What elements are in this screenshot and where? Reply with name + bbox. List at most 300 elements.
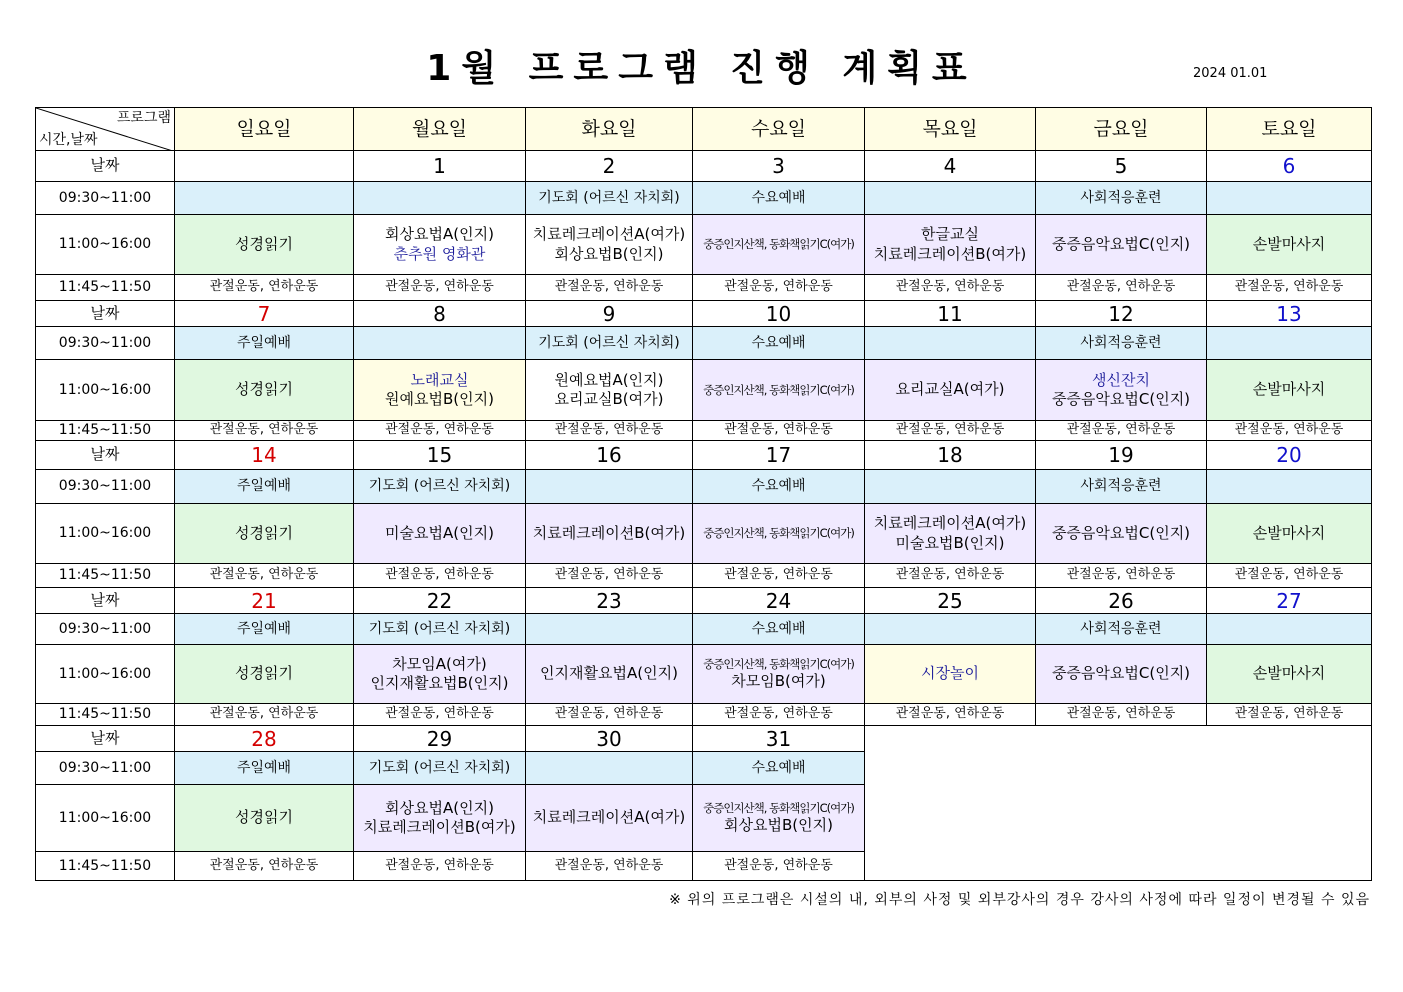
exercise-program: 관절운동, 연하운동 [1234, 567, 1344, 583]
date-cell [525, 725, 693, 752]
date-cell [864, 150, 1036, 182]
exercise-cell [525, 851, 693, 881]
morning-program-cell [692, 181, 865, 215]
date-cell [174, 587, 354, 614]
schedule-table [35, 107, 1371, 880]
exercise-cell [864, 274, 1036, 301]
afternoon-program: 회상요법B(인지) [554, 244, 664, 263]
afternoon-program: 중증음악요법C(인지) [1051, 234, 1191, 253]
afternoon-program-cell [353, 503, 526, 564]
exercise-cell [864, 563, 1036, 588]
morning-program-cell [525, 751, 693, 785]
afternoon-program: 중증음악요법C(인지) [1051, 523, 1191, 542]
afternoon-slot-label-text: 11:00~16:00 [58, 236, 152, 253]
morning-program-cell [1206, 181, 1372, 215]
afternoon-program: 중증인지산책, 동화책읽기C(여가) [703, 800, 854, 815]
morning-slot-label [35, 613, 175, 645]
date-cell [1206, 150, 1372, 182]
morning-program-cell [1035, 181, 1207, 215]
date-cell [1035, 587, 1207, 614]
morning-program: 수요예배 [751, 620, 806, 637]
exercise-program: 관절운동, 연하운동 [554, 706, 664, 722]
afternoon-program-cell [174, 784, 354, 852]
date-cell [353, 725, 526, 752]
afternoon-slot-label [35, 644, 175, 704]
morning-program: 기도회 (어르신 자치회) [368, 620, 511, 637]
exercise-cell [864, 703, 1036, 726]
date-row-label [35, 587, 175, 614]
afternoon-program: 차모임B(여가) [731, 671, 826, 690]
afternoon-program: 치료레크레이션B(여가) [532, 523, 686, 542]
exercise-slot-label-text: 11:45~11:50 [58, 422, 152, 439]
date-cell [174, 300, 354, 327]
afternoon-program-cell [1206, 359, 1372, 421]
day-header-label: 목요일 [922, 117, 978, 140]
afternoon-program: 치료레크레이션B(여가) [873, 244, 1027, 263]
morning-program-cell [692, 469, 865, 504]
date-number: 30 [596, 726, 622, 751]
exercise-cell [174, 420, 354, 441]
date-cell [692, 300, 865, 327]
afternoon-program-cell [864, 503, 1036, 564]
morning-program: 주일예배 [236, 759, 292, 776]
date-cell [1206, 440, 1372, 470]
afternoon-program: 중증인지산책, 동화책읽기C(여가) [703, 656, 854, 671]
exercise-cell [1206, 563, 1372, 588]
date-number: 13 [1276, 301, 1302, 326]
date-number: 4 [943, 154, 957, 178]
date-cell [864, 300, 1036, 327]
morning-program-cell [525, 469, 693, 504]
exercise-program: 관절운동, 연하운동 [385, 857, 494, 873]
date-cell [692, 725, 865, 752]
morning-program: 기도회 (어르신 자치회) [368, 759, 511, 776]
date-cell [353, 300, 526, 327]
morning-program: 사회적응훈련 [1080, 189, 1162, 206]
exercise-program: 관절운동, 연하운동 [209, 422, 319, 438]
exercise-program: 관절운동, 연하운동 [1066, 706, 1176, 722]
morning-program-cell [174, 613, 354, 645]
day-header [1035, 107, 1207, 151]
afternoon-program: 성경읽기 [235, 380, 293, 399]
date-row-label [35, 725, 175, 752]
afternoon-program-cell [692, 784, 865, 852]
exercise-cell [525, 420, 693, 441]
date-cell [353, 587, 526, 614]
day-header [864, 107, 1036, 151]
afternoon-program-cell [174, 644, 354, 704]
date-cell [525, 440, 693, 470]
afternoon-program: 요리교실A(여가) [895, 380, 1005, 399]
afternoon-slot-label [35, 784, 175, 852]
exercise-slot-label [35, 563, 175, 588]
exercise-cell [174, 703, 354, 726]
exercise-program: 관절운동, 연하운동 [209, 279, 319, 295]
date-cell [1206, 300, 1372, 327]
date-cell [353, 150, 526, 182]
date-row-label [35, 150, 175, 182]
exercise-program: 관절운동, 연하운동 [554, 279, 664, 295]
footnote: ※ 위의 프로그램은 시설의 내, 외부의 사정 및 외부강사의 경우 강사의 사정에 따라 일정이 변경될 수 있음 [669, 892, 1370, 908]
afternoon-program-cell [1035, 503, 1207, 564]
date-cell [525, 300, 693, 327]
exercise-program: 관절운동, 연하운동 [895, 567, 1005, 583]
date-cell [1035, 300, 1207, 327]
exercise-cell [1206, 274, 1372, 301]
morning-program: 주일예배 [236, 478, 292, 495]
morning-program-cell [174, 326, 354, 360]
exercise-cell [1035, 274, 1207, 301]
exercise-slot-label [35, 420, 175, 441]
afternoon-program-cell [1035, 644, 1207, 704]
morning-program: 주일예배 [236, 334, 292, 351]
afternoon-program: 생신잔치 [1092, 370, 1150, 389]
morning-slot-label [35, 469, 175, 504]
date-number: 16 [596, 443, 622, 467]
morning-program-cell [174, 181, 354, 215]
morning-program: 주일예배 [236, 620, 292, 637]
date-number: 29 [426, 726, 453, 751]
afternoon-program-cell [353, 784, 526, 852]
morning-program-cell [353, 181, 526, 215]
corner-time-label: 시간,날짜 [39, 131, 98, 148]
exercise-cell [864, 420, 1036, 441]
exercise-cell [1035, 420, 1207, 441]
morning-program-cell [1035, 326, 1207, 360]
date-number: 18 [937, 443, 963, 467]
day-header-label: 토요일 [1261, 117, 1317, 140]
date-cell [864, 440, 1036, 470]
exercise-program: 관절운동, 연하운동 [554, 422, 664, 438]
issue-date: 2024 01.01 [1193, 66, 1268, 81]
date-number: 24 [765, 588, 792, 613]
morning-program: 수요예배 [751, 334, 806, 351]
page-title: 1월 프로그램 진행 계획표 [426, 48, 977, 89]
exercise-cell [692, 274, 865, 301]
afternoon-program: 손발마사지 [1252, 664, 1326, 683]
date-number: 15 [426, 443, 453, 467]
date-number: 11 [937, 301, 963, 326]
exercise-cell [692, 703, 865, 726]
date-number: 7 [257, 301, 271, 326]
exercise-program: 관절운동, 연하운동 [385, 706, 494, 722]
exercise-program: 관절운동, 연하운동 [895, 422, 1005, 438]
afternoon-program: 중증인지산책, 동화책읽기C(여가) [703, 526, 854, 541]
date-cell [1206, 587, 1372, 614]
exercise-slot-label-text: 11:45~11:50 [58, 857, 152, 874]
morning-program: 기도회 (어르신 자치회) [538, 189, 680, 206]
exercise-program: 관절운동, 연하운동 [724, 567, 833, 583]
afternoon-program-cell [864, 214, 1036, 275]
afternoon-program-cell [692, 503, 865, 564]
morning-program-cell [353, 613, 526, 645]
morning-slot-label [35, 751, 175, 785]
exercise-cell [525, 703, 693, 726]
date-number: 17 [765, 443, 792, 467]
exercise-cell [174, 851, 354, 881]
morning-program-cell [174, 751, 354, 785]
exercise-program: 관절운동, 연하운동 [1234, 422, 1344, 438]
afternoon-program: 성경읽기 [235, 234, 293, 253]
afternoon-program-cell [525, 784, 693, 852]
afternoon-program: 원예요법B(인지) [385, 390, 494, 408]
afternoon-slot-label-text: 11:00~16:00 [58, 665, 152, 682]
day-header [353, 107, 526, 151]
afternoon-program: 요리교실B(여가) [554, 390, 664, 408]
afternoon-program-cell [864, 644, 1036, 704]
exercise-cell [692, 420, 865, 441]
afternoon-program: 성경읽기 [235, 808, 293, 827]
morning-program-cell [1206, 469, 1372, 504]
exercise-program: 관절운동, 연하운동 [385, 279, 494, 295]
afternoon-program-cell [864, 359, 1036, 421]
date-row-label [35, 300, 175, 327]
exercise-program: 관절운동, 연하운동 [209, 706, 319, 722]
date-number: 27 [1276, 588, 1302, 613]
morning-program: 기도회 (어르신 자치회) [538, 334, 680, 351]
date-cell [525, 150, 693, 182]
morning-program-cell [525, 326, 693, 360]
exercise-cell [1035, 703, 1207, 726]
date-number: 20 [1276, 443, 1302, 467]
afternoon-program: 한글교실 [921, 225, 979, 243]
morning-slot-label-text: 09:30~11:00 [58, 478, 152, 495]
day-header-label: 화요일 [581, 117, 637, 140]
exercise-cell [692, 851, 865, 881]
afternoon-program-cell [1206, 644, 1372, 704]
exercise-program: 관절운동, 연하운동 [385, 567, 494, 583]
date-row-label-text: 날짜 [90, 445, 120, 464]
morning-program-cell [864, 469, 1036, 504]
exercise-program: 관절운동, 연하운동 [724, 857, 833, 873]
date-number: 2 [602, 154, 616, 178]
exercise-program: 관절운동, 연하운동 [209, 567, 319, 583]
afternoon-program: 미술요법B(인지) [895, 533, 1005, 552]
date-row-label-text: 날짜 [90, 303, 120, 322]
afternoon-slot-label-text: 11:00~16:00 [58, 381, 152, 398]
day-header [174, 107, 354, 151]
afternoon-program: 치료레크레이션A(여가) [873, 514, 1027, 532]
date-number: 9 [602, 301, 616, 326]
morning-slot-label-text: 09:30~11:00 [58, 620, 152, 637]
morning-program-cell [864, 181, 1036, 215]
date-cell [353, 440, 526, 470]
morning-program: 수요예배 [751, 189, 806, 206]
afternoon-slot-label [35, 359, 175, 421]
afternoon-program: 중증음악요법C(인지) [1051, 664, 1191, 683]
afternoon-program: 중증인지산책, 동화책읽기C(여가) [703, 237, 854, 252]
date-cell [174, 150, 354, 182]
exercise-program: 관절운동, 연하운동 [209, 857, 319, 873]
exercise-slot-label-text: 11:45~11:50 [58, 706, 152, 723]
date-cell [692, 440, 865, 470]
afternoon-program-cell [525, 359, 693, 421]
date-number: 22 [426, 588, 453, 613]
afternoon-program-cell [174, 214, 354, 275]
day-header-label: 수요일 [750, 117, 807, 140]
exercise-cell [174, 563, 354, 588]
exercise-cell [1206, 420, 1372, 441]
afternoon-program: 치료레크레이션B(여가) [363, 818, 516, 836]
exercise-cell [1035, 563, 1207, 588]
afternoon-program: 손발마사지 [1252, 380, 1326, 399]
morning-program: 사회적응훈련 [1080, 334, 1162, 351]
afternoon-program-cell [692, 214, 865, 275]
date-number: 23 [596, 588, 622, 613]
date-number: 12 [1108, 301, 1134, 326]
afternoon-program: 치료레크레이션A(여가) [532, 225, 686, 243]
afternoon-slot-label-text: 11:00~16:00 [58, 809, 152, 826]
exercise-program: 관절운동, 연하운동 [895, 279, 1005, 295]
morning-program-cell [353, 751, 526, 785]
exercise-cell [692, 563, 865, 588]
exercise-program: 관절운동, 연하운동 [724, 279, 833, 295]
exercise-program: 관절운동, 연하운동 [1234, 279, 1344, 295]
afternoon-program: 성경읽기 [235, 523, 293, 542]
corner-header [35, 107, 175, 151]
afternoon-program-cell [1035, 214, 1207, 275]
exercise-cell [353, 274, 526, 301]
date-row-label [35, 440, 175, 470]
date-number: 26 [1108, 588, 1134, 613]
date-row-label-text: 날짜 [90, 728, 120, 747]
morning-program-cell [1035, 613, 1207, 645]
date-row-label-text: 날짜 [90, 590, 120, 609]
exercise-program: 관절운동, 연하운동 [1066, 567, 1176, 583]
afternoon-program-cell [1206, 214, 1372, 275]
day-header-label: 월요일 [411, 117, 468, 140]
afternoon-slot-label [35, 214, 175, 275]
date-number: 1 [433, 154, 446, 178]
afternoon-program: 중증인지산책, 동화책읽기C(여가) [703, 382, 854, 397]
day-header-label: 금요일 [1093, 117, 1149, 140]
afternoon-program: 차모임A(여가) [392, 654, 487, 673]
date-row-label-text: 날짜 [90, 156, 120, 175]
exercise-slot-label [35, 274, 175, 301]
afternoon-program-cell [692, 644, 865, 704]
afternoon-program-cell [1206, 503, 1372, 564]
date-cell [174, 725, 354, 752]
exercise-cell [353, 851, 526, 881]
exercise-program: 관절운동, 연하운동 [1234, 706, 1344, 722]
afternoon-program-cell [1035, 359, 1207, 421]
day-header [525, 107, 693, 151]
exercise-program: 관절운동, 연하운동 [554, 567, 664, 583]
date-number: 5 [1114, 154, 1128, 178]
afternoon-program: 춘추원 영화관 [393, 244, 486, 263]
exercise-cell [525, 563, 693, 588]
afternoon-program: 회상요법A(인지) [385, 225, 494, 243]
exercise-program: 관절운동, 연하운동 [1066, 422, 1176, 438]
exercise-slot-label-text: 11:45~11:50 [58, 279, 152, 296]
afternoon-program: 인지재활요법A(인지) [540, 664, 678, 683]
morning-program-cell [525, 181, 693, 215]
morning-slot-label [35, 181, 175, 215]
morning-program: 기도회 (어르신 자치회) [368, 478, 511, 495]
exercise-cell [174, 274, 354, 301]
morning-program-cell [1035, 469, 1207, 504]
date-cell [525, 587, 693, 614]
afternoon-program: 시장놀이 [921, 664, 979, 683]
date-cell [692, 587, 865, 614]
empty-area [864, 725, 1372, 881]
exercise-slot-label-text: 11:45~11:50 [58, 567, 152, 584]
exercise-cell [353, 703, 526, 726]
afternoon-program: 중증음악요법C(인지) [1051, 390, 1191, 408]
day-header-label: 일요일 [236, 117, 292, 140]
afternoon-program: 원예요법A(인지) [554, 370, 664, 389]
afternoon-program-cell [174, 359, 354, 421]
morning-program-cell [525, 613, 693, 645]
afternoon-program: 성경읽기 [235, 664, 293, 683]
morning-program-cell [864, 613, 1036, 645]
afternoon-program: 미술요법A(인지) [385, 523, 494, 542]
morning-program: 사회적응훈련 [1080, 478, 1162, 495]
exercise-program: 관절운동, 연하운동 [724, 422, 833, 438]
morning-slot-label [35, 326, 175, 360]
exercise-program: 관절운동, 연하운동 [724, 706, 833, 722]
afternoon-program-cell [525, 214, 693, 275]
exercise-program: 관절운동, 연하운동 [895, 706, 1005, 722]
afternoon-slot-label-text: 11:00~16:00 [58, 525, 152, 542]
date-cell [864, 587, 1036, 614]
morning-program-cell [864, 326, 1036, 360]
morning-program-cell [692, 326, 865, 360]
afternoon-program-cell [174, 503, 354, 564]
exercise-slot-label [35, 703, 175, 726]
day-header [1206, 107, 1372, 151]
date-cell [1035, 440, 1207, 470]
date-number: 21 [251, 588, 277, 613]
date-number: 31 [765, 726, 792, 751]
afternoon-program-cell [525, 503, 693, 564]
morning-slot-label-text: 09:30~11:00 [58, 189, 152, 206]
date-number: 8 [433, 301, 446, 326]
exercise-cell [353, 563, 526, 588]
morning-program: 수요예배 [751, 478, 806, 495]
afternoon-program: 회상요법B(인지) [724, 815, 833, 834]
afternoon-program: 손발마사지 [1252, 523, 1326, 542]
afternoon-program-cell [353, 214, 526, 275]
afternoon-program: 치료레크레이션A(여가) [532, 808, 686, 827]
morning-program-cell [1206, 326, 1372, 360]
morning-program: 수요예배 [751, 759, 806, 776]
exercise-program: 관절운동, 연하운동 [1066, 279, 1176, 295]
date-number: 28 [251, 726, 277, 751]
day-header [692, 107, 865, 151]
date-cell [174, 440, 354, 470]
morning-program-cell [353, 326, 526, 360]
date-number: 3 [772, 154, 785, 178]
morning-program-cell [174, 469, 354, 504]
afternoon-program: 회상요법A(인지) [385, 798, 494, 817]
afternoon-program-cell [353, 644, 526, 704]
exercise-cell [525, 274, 693, 301]
exercise-slot-label [35, 851, 175, 881]
afternoon-program-cell [692, 359, 865, 421]
afternoon-program: 손발마사지 [1252, 234, 1326, 253]
afternoon-program: 인지재활요법B(인지) [370, 674, 509, 692]
morning-program-cell [1206, 613, 1372, 645]
exercise-program: 관절운동, 연하운동 [385, 422, 494, 438]
morning-program-cell [692, 613, 865, 645]
date-cell [692, 150, 865, 182]
exercise-program: 관절운동, 연하운동 [554, 857, 664, 873]
morning-slot-label-text: 09:30~11:00 [58, 759, 152, 776]
exercise-cell [353, 420, 526, 441]
exercise-cell [1206, 703, 1372, 726]
morning-program: 사회적응훈련 [1080, 620, 1162, 637]
